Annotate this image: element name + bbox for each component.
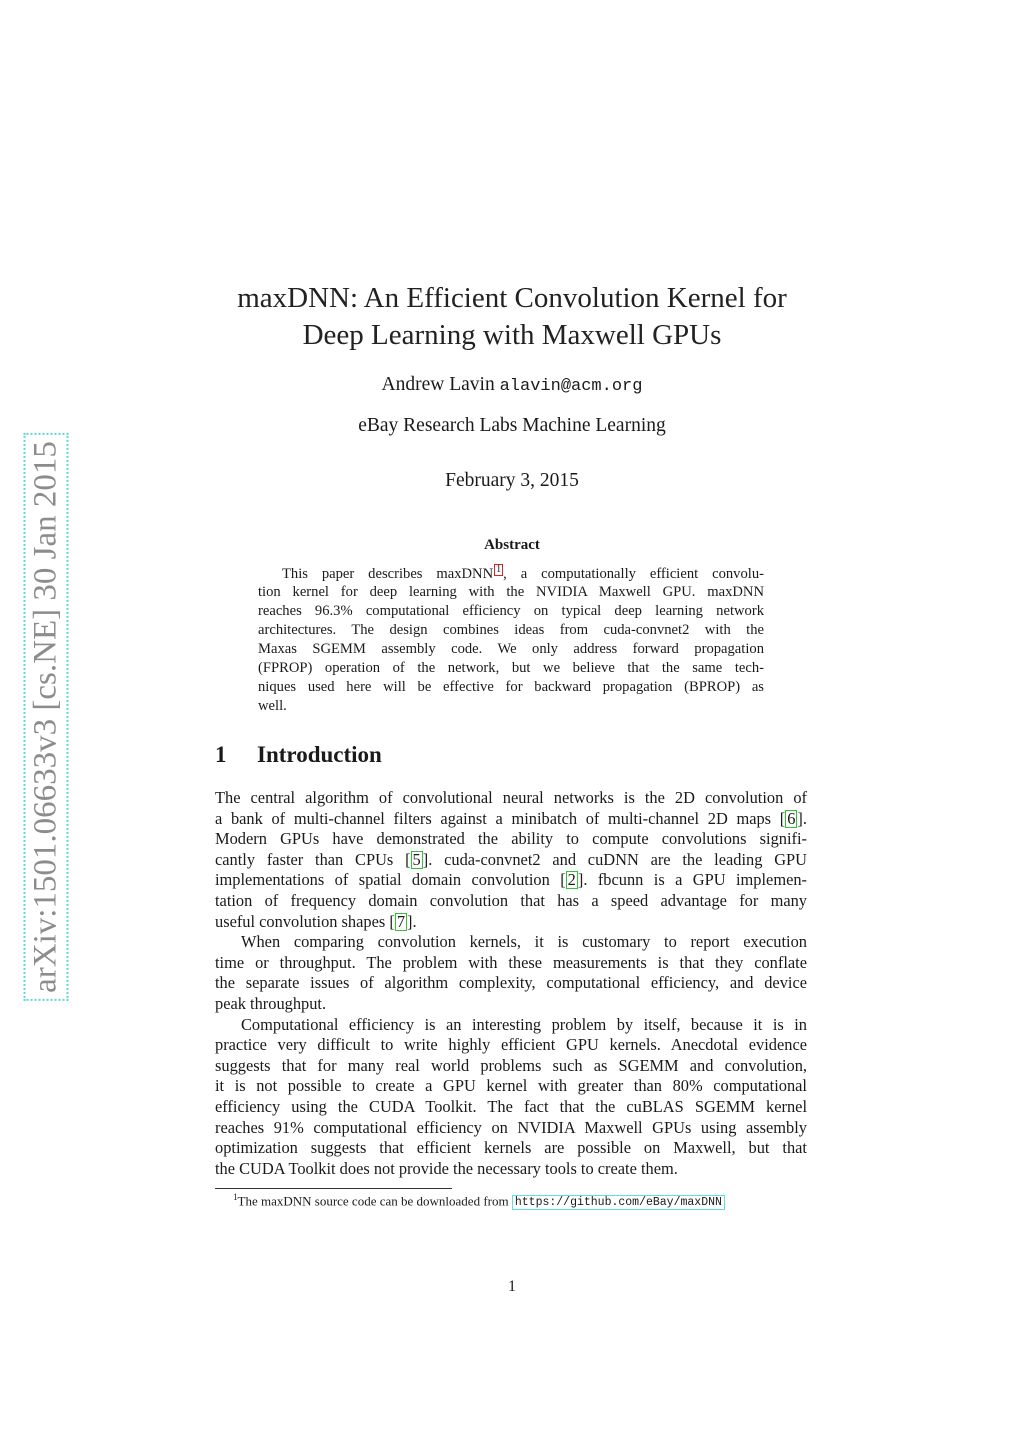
citation-6[interactable]: [ 6 ] xyxy=(779,808,803,828)
paragraph-line: tation of frequency domain convolution that has a speed advantage for many xyxy=(215,890,807,910)
paragraph-line: useful convolution shapes [ 7 ]. xyxy=(215,911,417,931)
citation-2[interactable]: [ 2 ] xyxy=(560,870,584,890)
paragraph-line: it is not possible to create a GPU kernel with greater than 80% computational xyxy=(215,1076,807,1096)
citation-5[interactable]: [ 5 ] xyxy=(405,849,429,869)
abstract-line: architectures. The design combines ideas from cuda-convnet2 with the xyxy=(258,622,764,638)
section-number: 1 xyxy=(215,742,227,767)
author-name: Andrew Lavin xyxy=(381,374,495,395)
abstract-heading: Abstract xyxy=(484,537,540,553)
title-line-2: Deep Learning with Maxwell GPUs xyxy=(302,319,722,351)
paragraph-line: efficiency using the CUDA Toolkit. The fact that the cuBLAS SGEMM kernel xyxy=(215,1096,807,1116)
abstract-line: well. xyxy=(258,698,287,714)
footnote-url-link[interactable]: https://github.com/eBay/maxDNN xyxy=(512,1195,725,1210)
abstract-line: reaches 96.3% computational efficiency on typical deep learning network xyxy=(258,603,764,619)
paper-title xyxy=(150,280,874,354)
paragraph-line: implementations of spatial domain convolution [ 2 ]. fbcunn is a GPU implemen- xyxy=(215,870,807,890)
affiliation: eBay Research Labs Machine Learning xyxy=(358,415,666,436)
publication-date: February 3, 2015 xyxy=(445,470,579,491)
section-title: Introduction xyxy=(257,742,382,767)
paragraph-line: cantly faster than CPUs [ 5 ]. cuda-convnet2 and cuDNN are the leading GPU xyxy=(215,849,807,869)
introduction-body xyxy=(215,788,807,1179)
abstract-line: Maxas SGEMM assembly code. We only address forward propagation xyxy=(258,641,764,657)
abstract-line: niques used here will be effective for backward propagation (BPROP) as xyxy=(258,679,764,695)
arxiv-identifier-stamp: arXiv:1501.06633v3 [cs.NE] 30 Jan 2015 xyxy=(24,433,69,1001)
footnote-divider xyxy=(215,1188,452,1189)
abstract-line: (FPROP) operation of the network, but we believe that the same tech- xyxy=(258,660,764,676)
citation-7[interactable]: [ 7 ] xyxy=(389,911,413,931)
author-line xyxy=(150,374,874,396)
abstract-line: This paper describes maxDNN 1 , a computationally efficient convolu- xyxy=(282,564,764,582)
paragraph-line: When comparing convolution kernels, it is customary to report execution xyxy=(241,932,807,952)
paragraph-line: The central algorithm of convolutional neural networks is the 2D convolution of xyxy=(215,788,807,807)
paragraph-line: Computational efficiency is an interesting problem by itself, because it is in xyxy=(241,1014,807,1034)
page-number: 1 xyxy=(508,1278,516,1295)
paragraph-line: Modern GPUs have demonstrated the ability to compute convolutions signifi- xyxy=(215,829,807,849)
paragraph-line: practice very difficult to write highly efficient GPU kernels. Anecdotal evidence xyxy=(215,1035,807,1055)
abstract-body xyxy=(258,564,764,716)
paragraph-line: optimization suggests that efficient kernels are possible on Maxwell, but that xyxy=(215,1138,807,1158)
footnote xyxy=(233,1192,725,1209)
paragraph-line: suggests that for many real world problems such as SGEMM and convolution, xyxy=(215,1055,807,1075)
paragraph-line: reaches 91% computational efficiency on NVIDIA Maxwell GPUs using assembly xyxy=(215,1117,807,1137)
abstract-line: tion kernel for deep learning with the NVIDIA Maxwell GPU. maxDNN xyxy=(258,584,764,600)
paragraph-line: the CUDA Toolkit does not provide the necessary tools to create them. xyxy=(215,1158,678,1178)
footnote-number: 1 xyxy=(233,1192,238,1202)
title-line-1: maxDNN: An Efficient Convolution Kernel for xyxy=(237,282,787,314)
paragraph-line: a bank of multi-channel filters against a minibatch of multi-channel 2D maps [ 6 ]. xyxy=(215,808,807,828)
paragraph-line: peak throughput. xyxy=(215,993,327,1013)
section-heading xyxy=(215,742,382,768)
footnote-link[interactable]: 1 xyxy=(496,564,502,575)
paragraph-line: time or throughput. The problem with these measurements is that they conflate xyxy=(215,952,807,972)
author-email[interactable]: alavin@acm.org xyxy=(499,377,643,396)
footnote-text: The maxDNN source code can be downloaded from xyxy=(237,1193,512,1209)
paragraph-line: the separate issues of algorithm complexity, computational efficiency, and device xyxy=(215,973,807,993)
